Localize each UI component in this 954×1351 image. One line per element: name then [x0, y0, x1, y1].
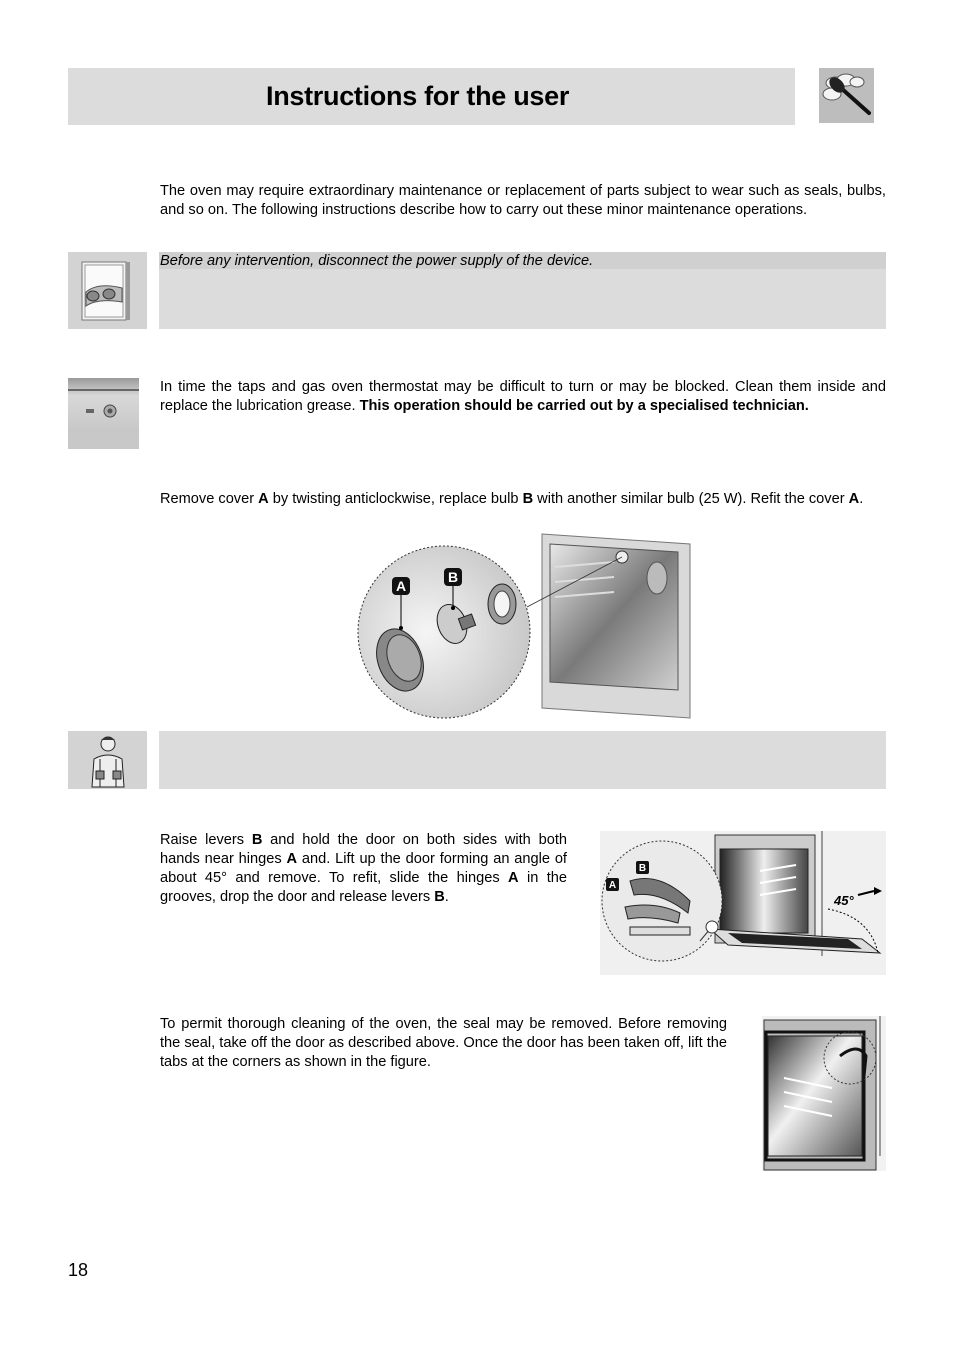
header-bar	[68, 68, 795, 125]
bulb-ref-a: A	[258, 491, 269, 507]
power-switch-icon	[68, 252, 147, 329]
technician-band	[159, 731, 886, 789]
page-number: 18	[68, 1260, 89, 1280]
bulb-paragraph	[160, 490, 886, 509]
door-text: .	[444, 889, 449, 905]
bulb-text: .	[859, 491, 864, 507]
oven-seal-figure	[762, 1016, 886, 1171]
seal-paragraph: To permit thorough cleaning of the oven, the seal may be removed. Before removing the seal, take off the door as described above. Once the door has been taken off, lift the tabs at the corners as shown in the figure.	[160, 1016, 727, 1070]
page-title: Instructions for the user	[266, 81, 570, 111]
door-ref-a: A	[508, 870, 519, 886]
oven-knob-icon	[68, 378, 139, 449]
door-text: Raise levers	[160, 832, 252, 848]
bulb-ref-b: B	[522, 491, 534, 507]
door-text: and. Lift up the door forming an angle of about 45° and remove. To refit, slide the hinges	[160, 851, 567, 886]
warning-band	[159, 252, 886, 329]
bulb-ref-a: A	[848, 491, 860, 507]
taps-paragraph	[160, 378, 886, 416]
door-ref-b: B	[434, 889, 445, 905]
bulb-label-a: A	[395, 578, 407, 594]
door-label-a: A	[608, 880, 617, 891]
bulb-label-b: B	[447, 569, 459, 585]
door-paragraph	[160, 831, 567, 907]
door-removal-figure	[600, 831, 886, 975]
bulb-text: with another similar bulb (25 W). Refit the cover	[533, 491, 849, 507]
door-text: and hold the door on both sides with both hands near hinges	[160, 832, 567, 867]
bulb-replacement-figure	[352, 532, 694, 720]
door-label-b: B	[638, 863, 647, 874]
warning-text: Before any intervention, disconnect the power supply of the device.	[160, 253, 594, 269]
bulb-text: Remove cover	[160, 491, 259, 507]
taps-warning-bold: This operation should be carried out by a specialised technician.	[359, 398, 809, 414]
chef-spoon-icon	[819, 68, 874, 123]
bulb-text: by twisting anticlockwise, replace bulb	[268, 491, 523, 507]
door-ref-b: B	[251, 832, 263, 848]
door-text: in the grooves, drop the door and release levers	[160, 870, 567, 905]
technician-icon	[68, 731, 147, 789]
taps-text: In time the taps and gas oven thermostat may be difficult to turn or may be blocked. Clean them inside and replace the lubrication grease.	[160, 379, 886, 414]
door-ref-a: A	[286, 851, 298, 867]
intro-paragraph: The oven may require extraordinary maintenance or replacement of parts subject to wear such as seals, bulbs, and so on. The following instructions describe how to carry out these minor maintenance operations.	[160, 183, 886, 218]
door-angle-label: 45°	[834, 893, 854, 908]
